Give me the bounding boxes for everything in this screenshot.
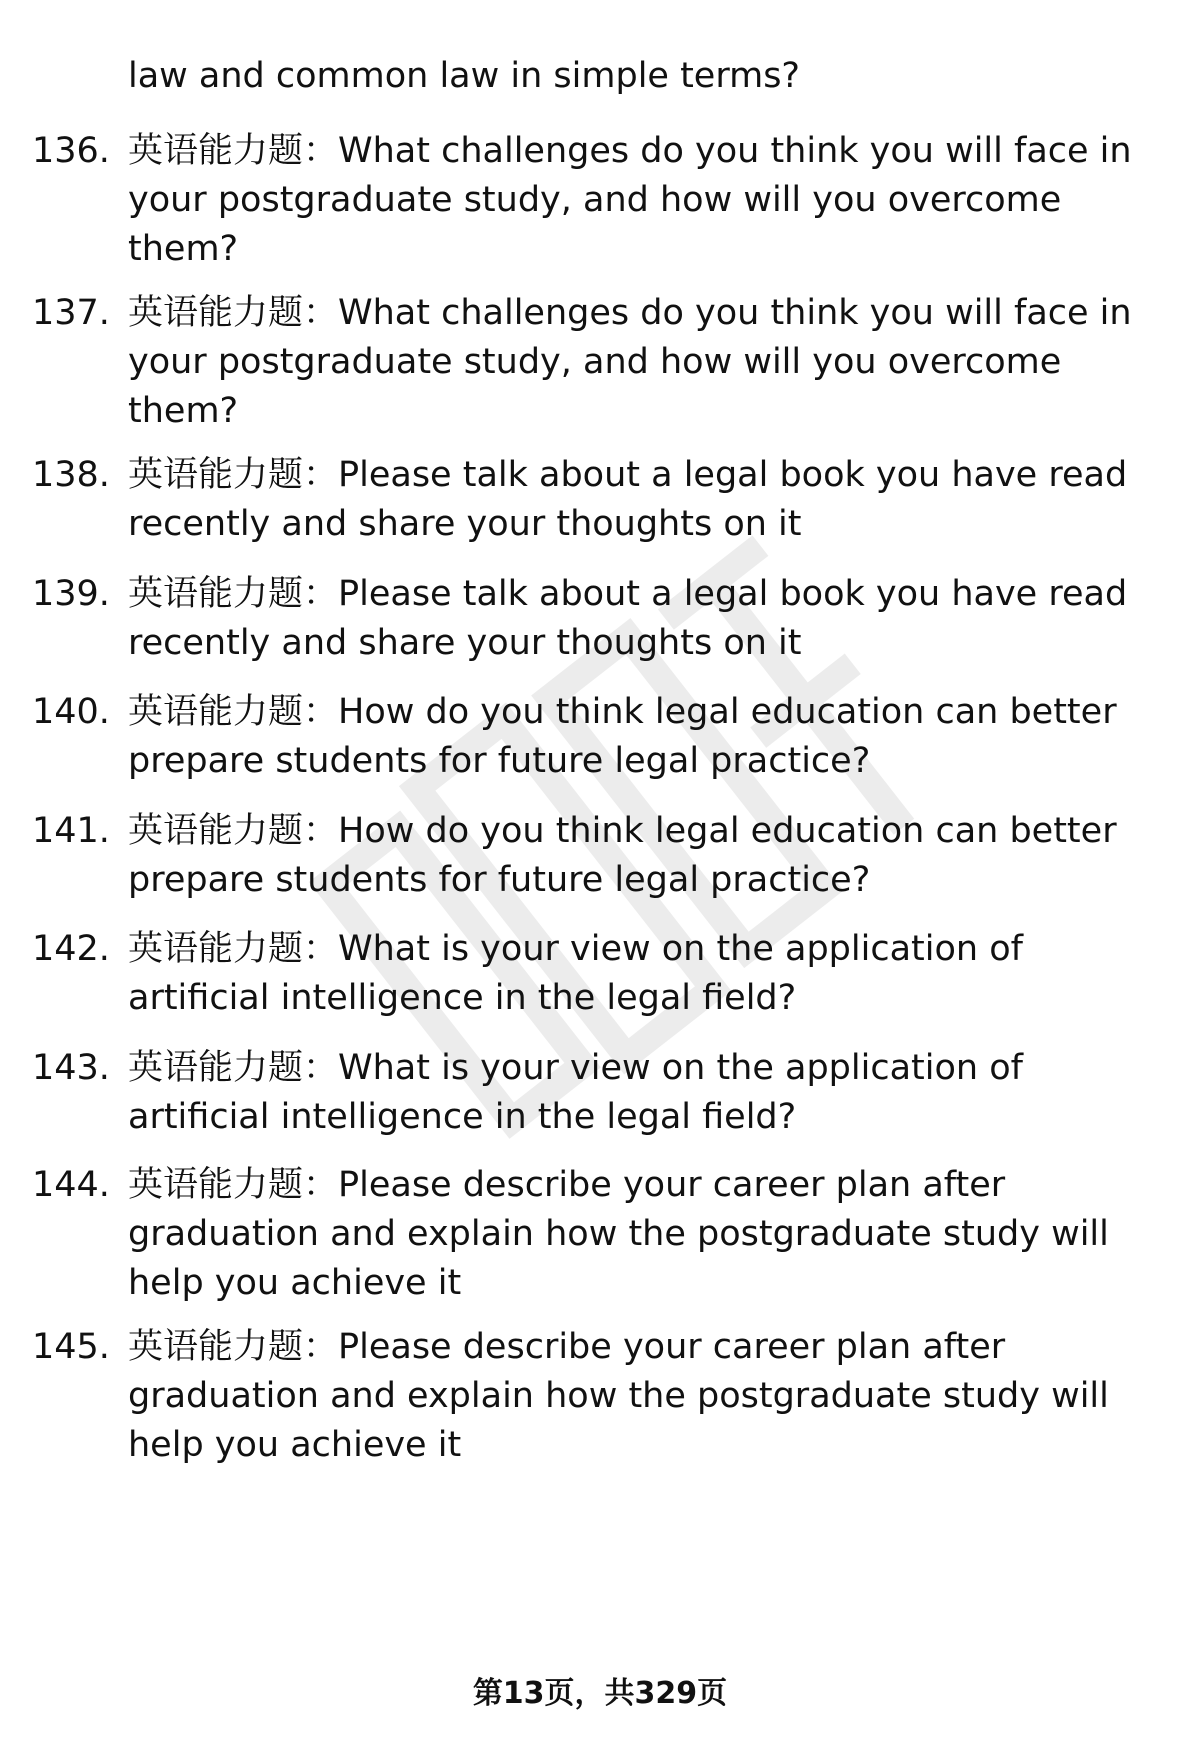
question-line-text: How do you think legal education can better bbox=[338, 811, 1117, 851]
question-prefix: 英语能力题： bbox=[128, 455, 339, 495]
question-prefix: 英语能力题： bbox=[128, 1048, 339, 1088]
question-number: 142. bbox=[32, 929, 110, 969]
question-number: 143. bbox=[32, 1048, 110, 1088]
question-prefix: 英语能力题： bbox=[128, 811, 339, 851]
question-number: 138. bbox=[32, 455, 110, 495]
question-prefix: 英语能力题： bbox=[128, 131, 339, 171]
question-line bbox=[128, 925, 1173, 974]
question-text bbox=[128, 127, 1173, 274]
question-line: recently and share your thoughts on it bbox=[128, 504, 802, 544]
question-line: help you achieve it bbox=[128, 1425, 462, 1465]
question-text bbox=[128, 451, 1173, 549]
question-line: artificial intelligence in the legal field? bbox=[128, 1097, 797, 1137]
question-number: 136. bbox=[32, 131, 110, 171]
question-line bbox=[128, 688, 1173, 737]
question-text bbox=[128, 289, 1173, 436]
question-line-text: What challenges do you think you will face in bbox=[338, 293, 1132, 333]
question-line bbox=[128, 1323, 1173, 1372]
question-line bbox=[128, 1044, 1173, 1093]
question-text bbox=[128, 925, 1173, 1023]
question-line: artificial intelligence in the legal field? bbox=[128, 978, 797, 1018]
question-number: 139. bbox=[32, 574, 110, 614]
page-number-footer: 第13页，共329页 bbox=[472, 1676, 728, 1711]
question-text bbox=[128, 807, 1173, 905]
question-prefix: 英语能力题： bbox=[128, 692, 339, 732]
question-number: 145. bbox=[32, 1327, 110, 1367]
question-line: them? bbox=[128, 391, 239, 431]
question-line-text: Please describe your career plan after bbox=[338, 1327, 1006, 1367]
question-line: graduation and explain how the postgraduate study will bbox=[128, 1214, 1109, 1254]
question-line bbox=[128, 570, 1173, 619]
question-line: prepare students for future legal practice? bbox=[128, 741, 871, 781]
question-prefix: 英语能力题： bbox=[128, 1165, 339, 1205]
question-line: help you achieve it bbox=[128, 1263, 462, 1303]
question-line: graduation and explain how the postgraduate study will bbox=[128, 1376, 1109, 1416]
question-line bbox=[128, 289, 1173, 338]
question-line-text: What challenges do you think you will face in bbox=[338, 131, 1132, 171]
question-text bbox=[128, 688, 1173, 786]
question-line: recently and share your thoughts on it bbox=[128, 623, 802, 663]
question-line-text: Please describe your career plan after bbox=[338, 1165, 1006, 1205]
question-line bbox=[128, 127, 1173, 176]
question-prefix: 英语能力题： bbox=[128, 1327, 339, 1367]
question-text bbox=[128, 570, 1173, 668]
question-line: your postgraduate study, and how will you overcome bbox=[128, 180, 1062, 220]
question-number: 144. bbox=[32, 1165, 110, 1205]
continuation-text: law and common law in simple terms? bbox=[128, 56, 801, 96]
question-line: your postgraduate study, and how will you overcome bbox=[128, 342, 1062, 382]
question-line-text: How do you think legal education can better bbox=[338, 692, 1117, 732]
question-line bbox=[128, 451, 1173, 500]
question-line-text: What is your view on the application of bbox=[338, 929, 1023, 969]
question-line-text: Please talk about a legal book you have read bbox=[338, 574, 1128, 614]
question-number: 137. bbox=[32, 293, 110, 333]
question-line: them? bbox=[128, 229, 239, 269]
question-line-text: Please talk about a legal book you have read bbox=[338, 455, 1128, 495]
question-text bbox=[128, 1044, 1173, 1142]
question-number: 141. bbox=[32, 811, 110, 851]
question-text bbox=[128, 1161, 1173, 1308]
question-line: prepare students for future legal practice? bbox=[128, 860, 871, 900]
question-line bbox=[128, 1161, 1173, 1210]
question-prefix: 英语能力题： bbox=[128, 574, 339, 614]
question-number: 140. bbox=[32, 692, 110, 732]
question-line bbox=[128, 807, 1173, 856]
question-text bbox=[128, 1323, 1173, 1470]
question-line-text: What is your view on the application of bbox=[338, 1048, 1023, 1088]
question-prefix: 英语能力题： bbox=[128, 929, 339, 969]
question-prefix: 英语能力题： bbox=[128, 293, 339, 333]
